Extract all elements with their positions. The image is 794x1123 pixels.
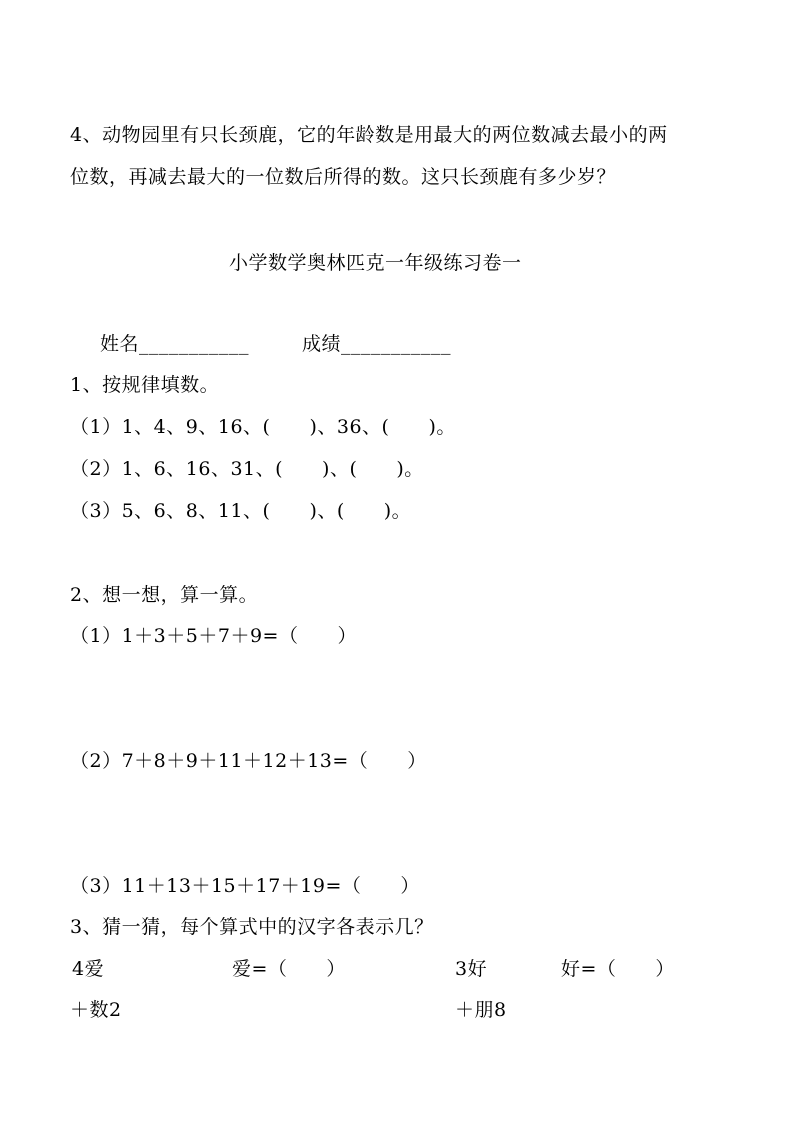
puzzle-right-bottom-row: ＋朋8 bbox=[455, 999, 507, 1021]
puzzle-left-bottom-row: ＋数2 bbox=[70, 999, 122, 1021]
puzzle-right-answer: 好=（ ） bbox=[561, 958, 675, 980]
question-2-heading: 2、想一想，算一算。 bbox=[70, 584, 259, 606]
page-title: 小学数学奥林匹克一年级练习卷一 bbox=[229, 252, 522, 274]
question-2-item: （2）7＋8＋9＋11＋12＋13=（ ） bbox=[70, 750, 427, 772]
question-4-line-1: 4、动物园里有只长颈鹿，它的年龄数是用最大的两位数减去最小的两 bbox=[70, 124, 668, 146]
question-2-item: （3）11＋13＋15＋17＋19=（ ） bbox=[70, 875, 420, 897]
puzzle-left-answer: 爱=（ ） bbox=[232, 958, 346, 980]
question-1-heading: 1、按规律填数。 bbox=[70, 374, 220, 396]
question-1-item: （1）1、4、9、16、( )、36、( )。 bbox=[70, 416, 456, 438]
question-1-item: （3）5、6、8、11、( )、( )。 bbox=[70, 500, 412, 522]
question-4-line-2: 位数，再减去最大的一位数后所得的数。这只长颈鹿有多少岁？ bbox=[70, 166, 617, 188]
score-field-label: 成绩___________ bbox=[302, 333, 452, 355]
name-field-label: 姓名___________ bbox=[100, 333, 250, 355]
puzzle-right-top-row: 3好 bbox=[455, 958, 488, 980]
question-3-heading: 3、猜一猜，每个算式中的汉字各表示几？ bbox=[70, 916, 434, 938]
question-1-item: （2）1、6、16、31、( )、( )。 bbox=[70, 458, 424, 480]
question-2-item: （1）1＋3＋5＋7＋9=（ ） bbox=[70, 625, 357, 647]
puzzle-left-top-row: 4爱 bbox=[72, 958, 105, 980]
